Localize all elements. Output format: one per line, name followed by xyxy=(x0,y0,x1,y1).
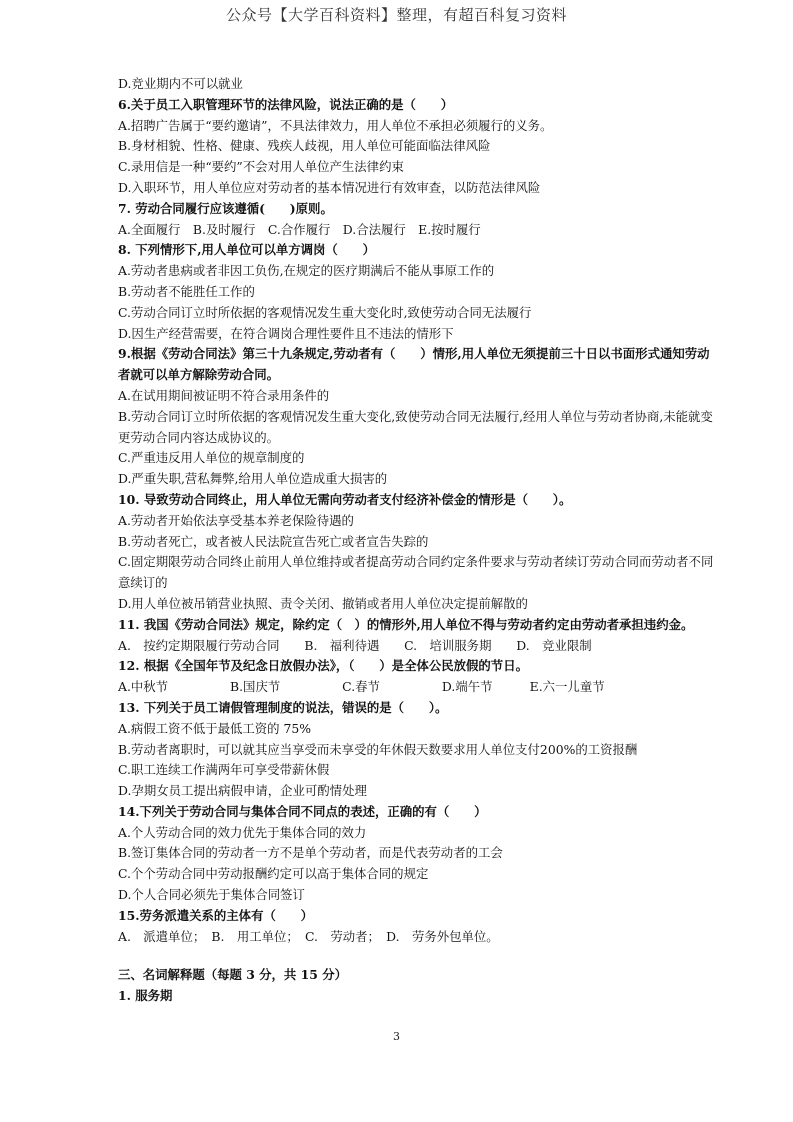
option-text: A. 派遣单位； B. 用工单位； C. 劳动者； D. 劳务外包单位。 xyxy=(118,928,499,944)
option-text: A.个人劳动合同的效力优先于集体合同的效力 xyxy=(118,824,367,840)
option-text: D.竞业期内不可以就业 xyxy=(118,76,243,91)
question-text: 6.关于员工入职管理环节的法律风险，说法正确的是（ ） xyxy=(118,96,454,112)
option-text: C.录用信是一种“要约”不会对用人单位产生法律约束 xyxy=(118,159,404,175)
question-text: 7. 劳动合同履行应该遵循( )原则。 xyxy=(118,200,333,216)
document-body xyxy=(118,74,718,1007)
page-number: 3 xyxy=(393,1030,400,1043)
question-text: 12. 根据《全国年节及纪念日放假办法》，（ ）是全体公民放假的节日。 xyxy=(118,658,528,674)
question-text: 9.根据《劳动合同法》第三十九条规定,劳动者有（ ）情形,用人单位无须提前三十日以书面形式通知劳动者就可以单方解除劳动合同。 xyxy=(118,346,710,383)
option-text: B.劳动合同订立时所依据的客观情况发生重大变化,致使劳动合同无法履行,经用人单位与劳动者协商,未能就变更劳动合同内容达成协议的。 xyxy=(118,408,713,445)
question-text: 13. 下列关于员工请假管理制度的说法，错误的是（ ）。 xyxy=(118,699,448,715)
option-text: B.劳动者不能胜任工作的 xyxy=(118,283,255,299)
option-text: A.劳动者开始依法享受基本养老保险待遇的 xyxy=(118,512,354,528)
question-text: 1. 服务期 xyxy=(118,988,173,1004)
option-text: D.因生产经营需要，在符合调岗合理性要件且不违法的情形下 xyxy=(118,325,454,341)
option-text: C.固定期限劳动合同终止前用人单位维持或者提高劳动合同约定条件要求与劳动者续订劳动合同而劳动者不同意续订的 xyxy=(118,554,714,591)
question-text: 15.劳务派遣关系的主体有（ ） xyxy=(118,907,314,923)
option-text: A.全面履行 B.及时履行 C.合作履行 D.合法履行 E.按时履行 xyxy=(118,221,481,237)
question-text: 8. 下列情形下,用人单位可以单方调岗（ ） xyxy=(118,242,375,258)
section-spacer xyxy=(118,947,718,965)
option-text: A.劳动者患病或者非因工负伤,在规定的医疗期满后不能从事原工作的 xyxy=(118,263,495,279)
option-text: A.中秋节 B.国庆节 C.春节 D.端午节 E.六一儿童节 xyxy=(118,679,605,695)
option-text: A.病假工资不低于最低工资的 75% xyxy=(118,720,312,736)
option-text: B.签订集体合同的劳动者一方不是单个劳动者，而是代表劳动者的工会 xyxy=(118,845,503,861)
option-text: B.劳动者离职时，可以就其应当享受而未享受的年休假天数要求用人单位支付200%的工资报酬 xyxy=(118,741,638,757)
option-text: D.用人单位被吊销营业执照、责令关闭、撤销或者用人单位决定提前解散的 xyxy=(118,595,528,611)
option-text: C.严重违反用人单位的规章制度的 xyxy=(118,450,305,466)
question-text: 三、名词解释题（每题 3 分，共 15 分） xyxy=(118,967,347,983)
option-text: D.入职环节，用人单位应对劳动者的基本情况进行有效审查，以防范法律风险 xyxy=(118,179,541,195)
question-text: 14.下列关于劳动合同与集体合同不同点的表述，正确的有（ ） xyxy=(118,803,487,819)
option-text: D.孕期女员工提出病假申请，企业可酌情处理 xyxy=(118,783,367,799)
option-text: B.劳动者死亡，或者被人民法院宣告死亡或者宣告失踪的 xyxy=(118,533,429,549)
option-text: C.个个劳动合同中劳动报酬约定可以高于集体合同的规定 xyxy=(118,866,429,882)
option-text: C.劳动合同订立时所依据的客观情况发生重大变化时,致使劳动合同无法履行 xyxy=(118,304,532,320)
option-text: D.个人合同必须先于集体合同签订 xyxy=(118,887,305,903)
option-text: A.在试用期间被证明不符合录用条件的 xyxy=(118,387,330,403)
option-text: D.严重失职,营私舞弊,给用人单位造成重大损害的 xyxy=(118,471,388,487)
option-text: A.招聘广告属于“要约邀请”，不具法律效力，用人单位不承担必须履行的义务。 xyxy=(118,117,553,133)
page-header: 公众号【大学百科资料】整理，有超百科复习资料 xyxy=(225,6,567,24)
question-text: 10. 导致劳动合同终止，用人单位无需向劳动者支付经济补偿金的情形是（ ）。 xyxy=(118,491,572,507)
option-text: C.职工连续工作满两年可享受带薪休假 xyxy=(118,762,330,778)
question-text: 11. 我国《劳动合同法》规定，除约定（ ）的情形外,用人单位不得与劳动者约定由劳动者承担违约金。 xyxy=(118,616,694,632)
option-text: A. 按约定期限履行劳动合同 B. 福利待遇 C. 培训服务期 D. 竞业限制 xyxy=(118,637,592,653)
option-text: B.身材相貌、性格、健康、残疾人歧视，用人单位可能面临法律风险 xyxy=(118,138,491,154)
